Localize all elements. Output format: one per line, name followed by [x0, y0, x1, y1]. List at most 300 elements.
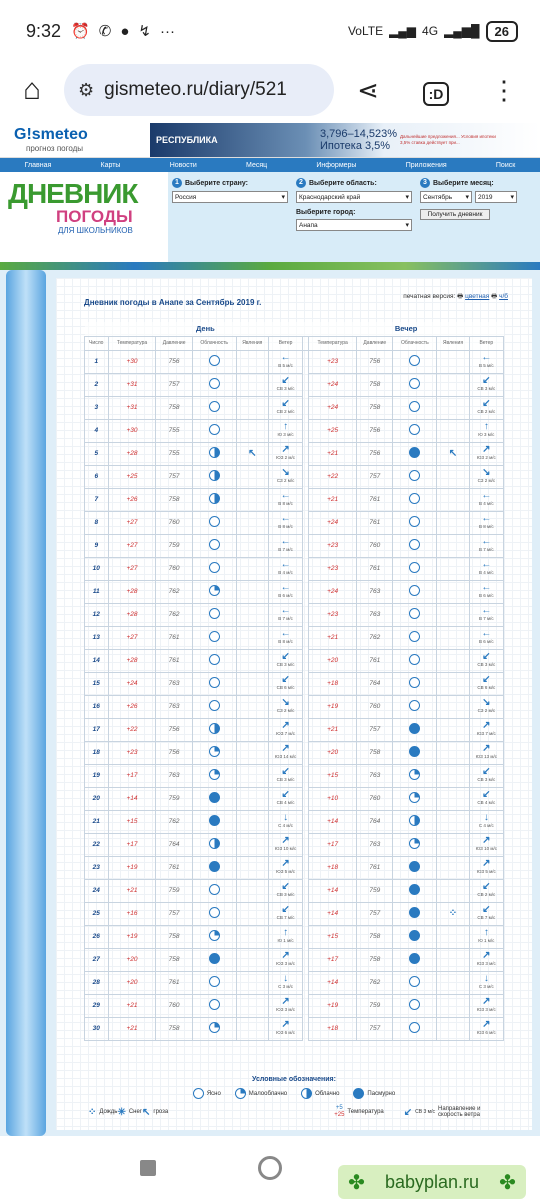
phenomena-cell	[437, 833, 469, 856]
day-number: 5	[85, 442, 109, 465]
pressure-day: 764	[156, 833, 192, 856]
ad-rate[interactable]	[230, 128, 400, 152]
wind-text: ЮЗ 6 м/с	[276, 1029, 296, 1035]
overcast-icon	[409, 884, 420, 895]
year-select[interactable]: 2019 ▾	[475, 191, 517, 203]
tabs-button[interactable]	[402, 75, 470, 106]
storm-icon: ↖	[142, 1106, 151, 1118]
wind-text: В 6 м/с	[278, 592, 293, 598]
wind-cell	[469, 649, 503, 672]
table-row	[85, 856, 504, 879]
cloud-cell	[192, 695, 236, 718]
wind-cell	[268, 971, 302, 994]
table-row	[85, 649, 504, 672]
print-bw-link[interactable]: ч/б	[499, 293, 508, 300]
wind-cell	[469, 718, 503, 741]
phenomena-cell	[437, 787, 469, 810]
cloud-cell	[192, 580, 236, 603]
phenomena-cell	[437, 626, 469, 649]
country-select[interactable]: Россия ▾	[172, 191, 288, 203]
wind-arrow-icon: ↑	[283, 926, 289, 938]
wind-cell	[469, 373, 503, 396]
wind-arrow-icon: ←	[481, 489, 492, 501]
partly-cloudy-icon	[409, 769, 420, 780]
region-label	[296, 178, 412, 188]
wind-arrow-icon: ←	[280, 351, 291, 363]
share-icon[interactable]: ⋖	[357, 74, 379, 105]
pressure-day: 756	[156, 350, 192, 373]
alarm-icon: ⏰	[71, 23, 90, 40]
wind-arrow-icon: ↗	[281, 834, 290, 846]
overcast-icon	[409, 861, 420, 872]
clear-icon	[209, 355, 220, 366]
network-label: 4G	[422, 24, 439, 38]
get-diary-button[interactable]: Получить дневник	[420, 209, 490, 220]
temp-day: +24	[108, 672, 156, 695]
phenomena-cell	[236, 856, 268, 879]
wind-text: СВ 3 м/с	[276, 661, 295, 667]
temp-day: +28	[108, 580, 156, 603]
clear-icon	[409, 976, 420, 987]
clear-icon	[409, 1022, 420, 1033]
home-icon[interactable]: ⌂	[22, 73, 42, 106]
wind-text: СВ 4 м/с	[276, 799, 295, 805]
wind-arrow-icon: ←	[481, 604, 492, 616]
city-label: Выберите город:	[296, 209, 356, 216]
pressure-evening: 760	[357, 695, 393, 718]
ad-banner[interactable]	[150, 123, 540, 157]
wind-cell	[268, 350, 302, 373]
pressure-day: 758	[156, 396, 192, 419]
temp-day: +26	[108, 488, 156, 511]
wind-cell	[268, 419, 302, 442]
wind-arrow-icon: ↙	[281, 765, 290, 777]
nav-maps[interactable]: Карты	[100, 161, 121, 169]
table-row	[85, 626, 504, 649]
printer-bw-icon: 🖶	[491, 293, 498, 300]
col-phen-day: Явления	[236, 336, 268, 350]
pressure-evening: 763	[357, 580, 393, 603]
month-select[interactable]: Сентябрь ▾	[420, 191, 472, 203]
cloudy-icon	[301, 1088, 312, 1099]
temp-evening: +24	[309, 580, 357, 603]
wind-cell	[469, 787, 503, 810]
col-phen-eve: Явления	[437, 336, 469, 350]
wind-cell	[469, 442, 503, 465]
cloud-cell	[393, 396, 437, 419]
cloud-cell	[393, 649, 437, 672]
wind-text: СВ 6 м/с	[477, 684, 496, 690]
cloud-cell	[192, 442, 236, 465]
temp-day: +21	[108, 994, 156, 1017]
clear-icon	[409, 585, 420, 596]
temp-day: +23	[108, 741, 156, 764]
phenomena-cell	[437, 465, 469, 488]
wind-text: СЗ 2 м/с	[477, 707, 496, 713]
pressure-evening: 760	[357, 787, 393, 810]
wind-arrow-icon: ←	[280, 558, 291, 570]
cloud-cell	[192, 350, 236, 373]
wind-text: В 8 м/с	[278, 638, 293, 644]
pressure-day: 757	[156, 465, 192, 488]
pressure-day: 761	[156, 626, 192, 649]
phenomena-cell	[437, 396, 469, 419]
wind-arrow-icon: ↘	[482, 696, 491, 708]
pressure-evening: 758	[357, 925, 393, 948]
wind-text: В 6 м/с	[479, 638, 494, 644]
wind-cell	[268, 764, 302, 787]
wind-arrow-icon: ←	[481, 351, 492, 363]
phenomena-cell	[236, 695, 268, 718]
wind-arrow-icon: ↗	[482, 443, 491, 455]
day-number: 19	[85, 764, 109, 787]
nav-month[interactable]: Месяц	[246, 161, 268, 169]
wind-cell	[268, 649, 302, 672]
pressure-day: 763	[156, 695, 192, 718]
pressure-evening: 761	[357, 649, 393, 672]
day-number: 20	[85, 787, 109, 810]
diary-banner	[0, 172, 540, 262]
day-number: 25	[85, 902, 109, 925]
gismeteo-logo[interactable]	[0, 126, 150, 153]
diary-area	[0, 270, 540, 1136]
wind-cell	[469, 925, 503, 948]
wind-cell	[268, 994, 302, 1017]
wind-arrow-icon: ↑	[283, 420, 289, 432]
wind-cell	[469, 557, 503, 580]
day-number: 12	[85, 603, 109, 626]
wind-text: Ю 3 м/с	[277, 431, 294, 437]
wind-cell	[268, 373, 302, 396]
overcast-icon	[409, 953, 420, 964]
phenomena-cell	[437, 948, 469, 971]
pressure-day: 762	[156, 580, 192, 603]
wind-cell	[469, 465, 503, 488]
wind-cell	[268, 948, 302, 971]
region-label-text: Выберите область:	[309, 179, 377, 187]
legend-title: Условные обозначения:	[252, 1076, 336, 1083]
wind-text: В 4 м/с	[479, 569, 494, 575]
wind-cell	[268, 879, 302, 902]
table-row	[85, 511, 504, 534]
rain-icon: ⁘	[88, 1106, 97, 1118]
phenomena-cell	[437, 557, 469, 580]
pressure-evening: 762	[357, 626, 393, 649]
cloud-cell	[393, 488, 437, 511]
table-row	[85, 994, 504, 1017]
temp-day: +17	[108, 764, 156, 787]
wind-arrow-icon: ↗	[482, 995, 491, 1007]
table-row	[85, 879, 504, 902]
cloud-cell	[192, 511, 236, 534]
pressure-evening: 760	[357, 534, 393, 557]
site-settings-icon[interactable]: ⚙	[78, 79, 95, 100]
cloud-cell	[393, 419, 437, 442]
cloud-cell	[393, 741, 437, 764]
phenomena-cell	[236, 350, 268, 373]
wind-cell	[268, 787, 302, 810]
wind-arrow-icon: ↗	[482, 834, 491, 846]
ad-brand[interactable]: РЕСПУБЛИКА	[156, 134, 218, 145]
legend-clear: Ясно	[206, 1090, 221, 1097]
wind-arrow-icon: ←	[280, 512, 291, 524]
wind-arrow-icon: ↗	[281, 742, 290, 754]
cloud-cell	[393, 442, 437, 465]
partly-cloudy-icon	[209, 746, 220, 757]
ad-ipoteka: Ипотека 3,5%	[320, 139, 391, 152]
cloudy-icon	[209, 723, 220, 734]
storm-icon: ↖	[448, 448, 458, 459]
table-row	[85, 603, 504, 626]
temp-evening: +18	[309, 1017, 357, 1040]
wind-text: В 7 м/с	[278, 546, 293, 552]
wind-arrow-icon: ↘	[281, 466, 290, 478]
temp-evening: +14	[309, 879, 357, 902]
overcast-icon	[409, 907, 420, 918]
storm-icon: ↖	[248, 448, 257, 459]
legend-rain: Дождь	[99, 1109, 118, 1115]
table-row	[85, 442, 504, 465]
nav-informers[interactable]: Информеры	[316, 161, 357, 169]
wind-cell	[469, 603, 503, 626]
wind-cell	[469, 833, 503, 856]
diary-logo-line3: ДЛЯ ШКОЛЬНИКОВ	[58, 226, 133, 235]
wind-arrow-icon: ←	[280, 604, 291, 616]
legend-temp-example-1: +5	[335, 1105, 343, 1111]
print-version	[403, 292, 508, 303]
ad-fineprint: Дальнейшие предложения... Условия ипотеки 3,5% ставка действует при...	[400, 133, 496, 145]
cloud-cell	[192, 465, 236, 488]
cloudy-icon	[209, 838, 220, 849]
nav-news[interactable]: Новости	[169, 161, 197, 169]
region-block	[296, 178, 412, 256]
wind-text: С 4 м/с	[278, 822, 294, 828]
temp-evening: +19	[309, 994, 357, 1017]
cloud-cell	[192, 902, 236, 925]
day-number: 1	[85, 350, 109, 373]
cloud-cell	[393, 511, 437, 534]
day-number: 3	[85, 396, 109, 419]
phenomena-cell	[236, 534, 268, 557]
overcast-icon	[409, 447, 420, 458]
wind-cell	[268, 1017, 302, 1040]
wind-arrow-icon: ↗	[482, 857, 491, 869]
wind-text: В 4 м/с	[479, 500, 494, 506]
wind-cell	[268, 718, 302, 741]
wind-cell	[469, 672, 503, 695]
phenomena-cell	[236, 787, 268, 810]
cloud-cell	[192, 810, 236, 833]
pressure-evening: 764	[357, 810, 393, 833]
temp-day: +27	[108, 626, 156, 649]
phenomena-cell	[236, 649, 268, 672]
more-notifications-icon: ···	[159, 22, 175, 40]
cloud-cell	[393, 902, 437, 925]
table-row	[85, 948, 504, 971]
wind-text: ЮЗ 7 м/с	[476, 730, 496, 736]
wind-text: ЮЗ 10 м/с	[475, 845, 498, 851]
wind-cell	[469, 948, 503, 971]
pressure-evening: 764	[357, 672, 393, 695]
wind-cell	[469, 764, 503, 787]
clear-icon	[409, 654, 420, 665]
recents-button[interactable]	[140, 1160, 156, 1176]
temp-day: +14	[108, 787, 156, 810]
phenomena-cell	[236, 879, 268, 902]
pressure-evening: 758	[357, 373, 393, 396]
table-row	[85, 419, 504, 442]
address-bar[interactable]	[64, 64, 334, 116]
wind-cell	[469, 856, 503, 879]
wind-arrow-icon: ↙	[281, 650, 290, 662]
pressure-day: 761	[156, 971, 192, 994]
pressure-evening: 761	[357, 856, 393, 879]
table-row	[85, 557, 504, 580]
wind-arrow-icon: ←	[481, 581, 492, 593]
day-number: 9	[85, 534, 109, 557]
day-number: 28	[85, 971, 109, 994]
temp-evening: +23	[309, 534, 357, 557]
phenomena-cell	[236, 419, 268, 442]
step-1-icon: 1	[172, 178, 182, 188]
clear-icon	[209, 608, 220, 619]
temp-evening: +18	[309, 856, 357, 879]
pressure-evening: 756	[357, 442, 393, 465]
table-row	[85, 1017, 504, 1040]
phenomena-cell	[236, 580, 268, 603]
phenomena-cell	[236, 925, 268, 948]
menu-icon[interactable]: ⋮	[491, 74, 517, 105]
volte-icon: VoLTE	[347, 24, 384, 38]
clear-icon	[209, 401, 220, 412]
wind-cell	[469, 994, 503, 1017]
wind-cell	[268, 396, 302, 419]
phenomena-cell	[236, 741, 268, 764]
phenomena-cell	[236, 833, 268, 856]
nav-apps[interactable]: Приложения	[405, 161, 447, 169]
table-row	[85, 764, 504, 787]
day-number: 22	[85, 833, 109, 856]
cloud-cell	[192, 626, 236, 649]
cloudy-icon	[209, 447, 220, 458]
wind-cell	[469, 695, 503, 718]
col-temp-day: Температура	[108, 336, 156, 350]
cloud-cell	[192, 488, 236, 511]
wind-arrow-icon: ↙	[281, 903, 290, 915]
clear-icon	[209, 378, 220, 389]
temp-evening: +14	[309, 902, 357, 925]
cloud-cell	[192, 534, 236, 557]
wind-cell	[469, 511, 503, 534]
legend-overcast: Пасмурно	[367, 1090, 396, 1097]
country-block	[172, 178, 288, 256]
wind-arrow-icon: ↗	[281, 949, 290, 961]
overcast-icon	[409, 723, 420, 734]
nav-main[interactable]: Главная	[24, 161, 52, 169]
pressure-day: 756	[156, 718, 192, 741]
wind-cell	[469, 419, 503, 442]
temp-evening: +23	[309, 350, 357, 373]
cloud-cell	[393, 603, 437, 626]
wind-arrow-icon: ↙	[482, 788, 491, 800]
pressure-evening: 763	[357, 603, 393, 626]
clover-icon-right: ✤	[499, 1171, 516, 1194]
cloudy-icon	[409, 815, 420, 826]
wind-arrow-icon: ←	[280, 489, 291, 501]
pressure-evening: 756	[357, 350, 393, 373]
wind-arrow-icon: ↙	[482, 397, 491, 409]
cloud-cell	[192, 971, 236, 994]
temp-evening: +23	[309, 603, 357, 626]
wind-cell	[268, 580, 302, 603]
wind-text: ЮЗ 5 м/с	[276, 868, 296, 874]
temp-evening: +21	[309, 718, 357, 741]
clear-icon	[209, 424, 220, 435]
day-number: 2	[85, 373, 109, 396]
wind-text: В 8 м/с	[278, 523, 293, 529]
wind-text: В 7 м/с	[479, 546, 494, 552]
pressure-evening: 763	[357, 764, 393, 787]
wind-arrow-icon: ↙	[482, 650, 491, 662]
wind-arrow-icon: ↗	[281, 719, 290, 731]
phenomena-cell	[437, 810, 469, 833]
wind-arrow-icon: ↑	[483, 926, 489, 938]
chat-icon: ●	[120, 22, 130, 40]
wind-cell	[268, 695, 302, 718]
temp-evening: +23	[309, 557, 357, 580]
temp-day: +20	[108, 948, 156, 971]
weather-table	[84, 322, 504, 1041]
wind-cell	[469, 580, 503, 603]
temp-evening: +21	[309, 488, 357, 511]
wind-cell	[268, 833, 302, 856]
pressure-day: 763	[156, 672, 192, 695]
wind-arrow-icon: ↗	[281, 857, 290, 869]
wind-text: ЮЗ 3 м/с	[476, 1006, 496, 1012]
pressure-day: 758	[156, 1017, 192, 1040]
logo-text[interactable]: G!smeteo	[14, 126, 88, 143]
wind-cell	[268, 810, 302, 833]
pressure-day: 762	[156, 603, 192, 626]
region-select[interactable]: Краснодарский край ▾	[296, 191, 412, 203]
site-header	[0, 122, 540, 158]
cloud-cell	[192, 419, 236, 442]
wind-text: СЗ 2 м/с	[477, 477, 496, 483]
phenomena-cell	[437, 879, 469, 902]
col-cloud-day: Облачность	[192, 336, 236, 350]
table-row	[85, 534, 504, 557]
home-button[interactable]	[258, 1156, 282, 1180]
print-color-link[interactable]: цветная	[465, 293, 490, 300]
wind-cell	[469, 810, 503, 833]
phenomena-cell	[236, 626, 268, 649]
wind-arrow-icon: ↗	[482, 1018, 491, 1030]
browser-toolbar	[0, 62, 540, 118]
nav-search[interactable]: Поиск	[495, 161, 516, 169]
wind-arrow-icon: ↗	[482, 719, 491, 731]
pressure-evening: 757	[357, 902, 393, 925]
wind-text: СВ 2 м/с	[477, 408, 496, 414]
cloud-cell	[393, 787, 437, 810]
url-text[interactable]: gismeteo.ru/diary/521	[104, 79, 287, 100]
cloud-cell	[192, 925, 236, 948]
city-select[interactable]: Анапа ▾	[296, 219, 412, 231]
clear-icon	[209, 562, 220, 573]
pressure-day: 755	[156, 419, 192, 442]
cloud-cell	[192, 994, 236, 1017]
tabs-count[interactable]: :D	[423, 82, 450, 106]
temp-evening: +21	[309, 442, 357, 465]
